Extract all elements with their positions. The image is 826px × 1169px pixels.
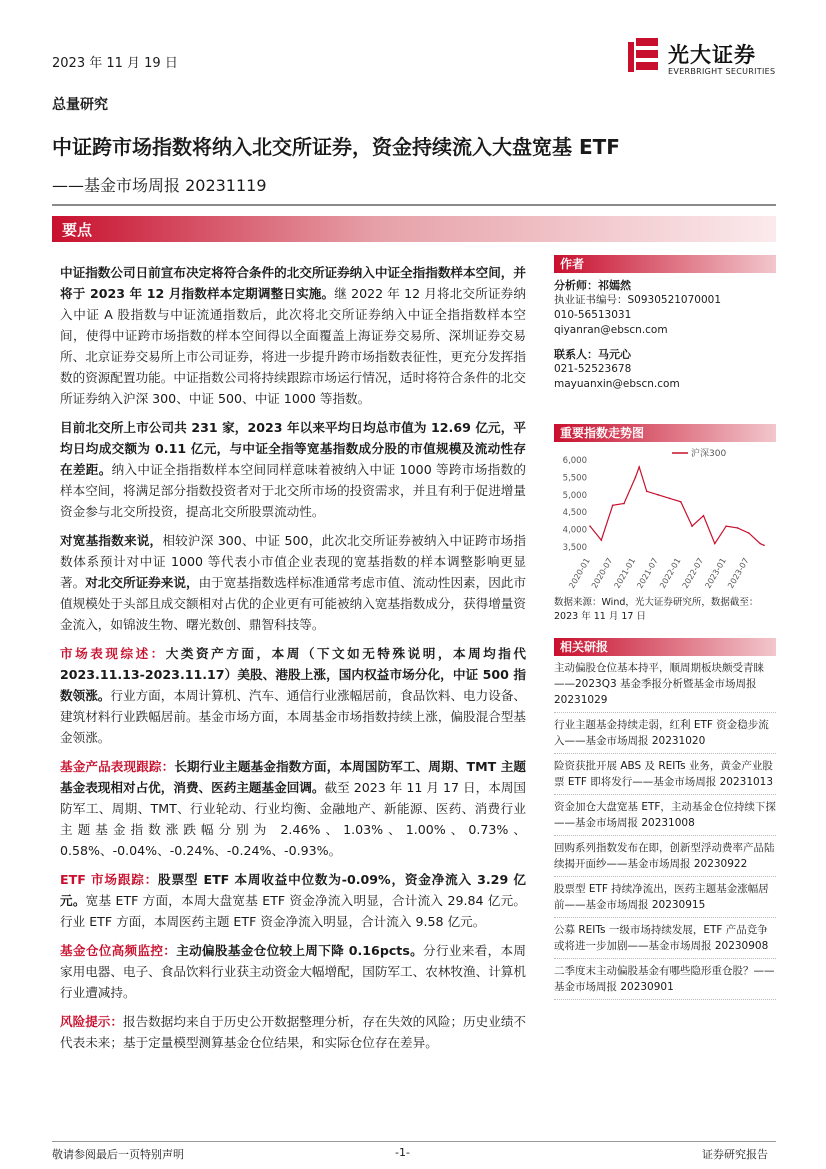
paragraph: 市场表现综述：大类资产方面，本周（下文如无特殊说明，本周均指代 2023.11.13-2023.11.17）美股、港股上涨，国内权益市场分化，中证 500 指数领涨。行业方面，本周计算机、汽车、通信行业涨幅居前，食品饮料、电力设备、建筑材料行业跌幅居前。基金市场方面，本周基金市场指数持续上涨，偏股混合型基金领涨。 [60, 646, 527, 745]
y-tick-label: 4,500 [562, 508, 587, 519]
series-line-hs300 [590, 467, 764, 545]
page-title: 中证跨市场指数将纳入北交所证券，资金持续流入大盘宽基 ETF [52, 135, 620, 159]
data-point [714, 543, 716, 545]
data-point [646, 491, 648, 493]
x-tick-label: 2021-01 [612, 556, 638, 590]
data-point [601, 539, 603, 541]
analyst-email[interactable]: qiyanran@ebscn.com [554, 324, 668, 336]
title-divider [52, 204, 776, 206]
footer-report-type: 证券研究报告 [702, 1148, 768, 1161]
index-trend-chart [554, 446, 776, 596]
paragraph: ETF 市场跟踪：股票型 ETF 本周收益中位数为-0.09%，资金净流入 3.29 亿元。宽基 ETF 方面，本周大盘宽基 ETF 资金净流入明显，合计流入 29.84 亿元。行业 ETF 方面，本周医药主题 ETF 资金净流入明显，合计流入 9.58 亿元。 [60, 872, 526, 929]
everbright-logo-icon [626, 36, 662, 80]
data-point [589, 525, 591, 527]
data-point [737, 527, 739, 529]
data-point [635, 477, 637, 479]
data-point [759, 543, 761, 545]
data-point [612, 504, 614, 506]
x-tick-label: 2023-01 [703, 556, 728, 590]
related-report-item[interactable]: 股票型 ETF 持续净流出，医药主题基金涨幅居前——基金市场周报 20230915 [554, 877, 776, 918]
related-section-header: 相关研报 [554, 638, 776, 656]
x-tick-label: 2020-07 [589, 556, 615, 590]
x-tick-label: 2022-01 [658, 556, 683, 590]
footer-divider [52, 1141, 776, 1142]
x-tick-label: 2022-07 [680, 556, 706, 590]
paragraph: 中证指数公司日前宣布决定将符合条件的北交所证券纳入中证全指指数样本空间，并将于 2023 年 12 月指数样本定期调整日实施。继 2022 年 12 月将北交所证券纳入中证 A 股指数与中证流通指数后，此次将北交所证券纳入中证全指指数样本空间，使得中证跨市场指数的样本空间得以全面覆盖上海证券交易所、深圳证券交易所、北京证券交易所上市公司证券，将进一步提升跨市场指数表征性，更充分发挥指数的资源配置功能。中证指数公司将持续跟踪市场运行情况，适时将符合条件的北交所证券纳入沪深 300、中证 500、中证 1000 等指数。 [60, 265, 526, 406]
related-report-item[interactable]: 资金加仓大盘宽基 ETF，主动基金仓位持续下探——基金市场周报 20231008 [554, 795, 776, 836]
data-point [638, 466, 640, 468]
data-point [748, 532, 750, 534]
data-point [725, 525, 727, 527]
y-tick-label: 4,000 [562, 525, 587, 536]
x-tick-label: 2021-07 [635, 556, 660, 590]
page-number: -1- [395, 1146, 410, 1159]
related-report-item[interactable]: 公募 REITs 一级市场持续发展，ETF 产品竞争或将进一步加剧——基金市场周报 20230908 [554, 918, 776, 959]
paragraph: 对宽基指数来说，相较沪深 300、中证 500，此次北交所证券被纳入中证跨市场指数体系预计对中证 1000 等代表小市值企业表现的宽基指数的样本调整影响更显著。对北交所证券来说，由于宽基指数选样标准通常考虑市值、流动性因素，因此市值规模处于头部且成交额相对占优的企业更有可能被纳入宽基指数成分，获得增量资金流入，如锦波生物、曙光数创、鼎智科技等。 [60, 533, 527, 632]
analyst-name: 分析师：祁嫣然 [554, 279, 631, 292]
chart-section-header: 重要指数走势图 [554, 424, 776, 442]
chart-source: 数据来源：Wind，光大证券研究所，数据截至：2023 年 11 月 17 日 [554, 597, 759, 622]
related-report-item[interactable]: 主动偏股仓位基本持平，顺周期板块颇受青睐——2023Q3 基金季报分析暨基金市场周报 20231029 [554, 656, 776, 713]
data-point [669, 497, 671, 499]
data-point [691, 525, 693, 527]
report-category: 总量研究 [52, 97, 108, 113]
contact-name: 联系人：马元心 [554, 348, 631, 361]
related-report-item[interactable]: 二季度末主动偏股基金有哪些隐形重仓股？——基金市场周报 20230901 [554, 959, 776, 1000]
analyst-phone: 010-56513031 [554, 309, 632, 321]
paragraph: 基金仓位高频监控：主动偏股基金仓位较上周下降 0.16pcts。分行业来看，本周家用电器、电子、食品饮料行业获主动资金大幅增配，国防军工、农林牧渔、计算机行业遭减持。 [60, 943, 527, 1000]
brand-logo [626, 36, 776, 82]
related-reports-list [554, 656, 776, 1000]
brand-name: 光大证券 [668, 43, 756, 67]
data-point [763, 544, 765, 546]
y-tick-label: 5,000 [562, 490, 587, 501]
contact-phone: 021-52523678 [554, 363, 632, 375]
data-point [680, 501, 682, 503]
legend-label: 沪深300 [691, 449, 727, 459]
x-tick-label: 2023-07 [726, 556, 751, 590]
paragraph: 目前北交所上市公司共 231 家，2023 年以来平均日均总市值为 12.69 亿元，平均日均成交额为 0.11 亿元，与中证全指等宽基指数成分股的市值规模及流动性存在差距。纳入中证全指指数样本空间同样意味着被纳入中证 1000 等跨市场指数的样本空间，将满足部分指数投资者对于北交所市场的投资需求，并且有利于促进增量资金参与北交所投资，提高北交所股票流动性。 [60, 420, 526, 519]
paragraph: 基金产品表现跟踪：长期行业主题基金指数方面，本周国防军工、周期、TMT 主题基金表现相对占优，消费、医药主题基金回调。截至 2023 年 11 月 17 日，本周国防军工、周期、TMT、行业轮动、行业均衡、金融地产、新能源、医药、消费行业主题基金指数涨跌幅分别为 2.46%、1.03%、1.00%、0.73%、0.58%、-0.04%、-0.24%、-0.24%、-0.93%。 [60, 759, 527, 858]
data-point [703, 515, 705, 517]
y-tick-label: 6,000 [562, 456, 587, 466]
keypoints-label: 要点 [62, 221, 93, 239]
x-tick-label: 2020-01 [567, 556, 592, 590]
brand-name-en: EVERBRIGHT SECURITIES [668, 67, 776, 76]
y-tick-label: 5,500 [562, 473, 587, 484]
footer-disclaimer[interactable]: 敬请参阅最后一页特别声明 [52, 1148, 184, 1161]
related-report-item[interactable]: 行业主题基金持续走弱，红利 ETF 资金稳步流入——基金市场周报 20231020 [554, 713, 776, 754]
page-subtitle: ——基金市场周报 20231119 [52, 176, 267, 195]
sidebar [554, 255, 776, 1000]
related-report-item[interactable]: 险资获批开展 ABS 及 REITs 业务，黄金产业股票 ETF 即将发行——基金市场周报 20231013 [554, 754, 776, 795]
main-content [60, 262, 526, 1061]
paragraph: 风险提示：报告数据均来自于历史公开数据整理分析，存在失效的风险；历史业绩不代表未来；基于定量模型测算基金仓位结果，和实际仓位存在差异。 [60, 1014, 527, 1050]
data-point [623, 503, 625, 505]
author-section-header: 作者 [554, 255, 776, 273]
data-point [657, 494, 659, 496]
related-report-item[interactable]: 回购系列指数发布在即，创新型浮动费率产品陆续揭开面纱——基金市场周报 20230922 [554, 836, 776, 877]
y-tick-label: 3,500 [562, 543, 587, 554]
cert-number: 执业证书编号：S0930521070001 [554, 294, 722, 306]
report-date: 2023 年 11 月 19 日 [52, 56, 178, 71]
keypoints-banner [52, 216, 776, 242]
contact-email[interactable]: mayuanxin@ebscn.com [554, 378, 680, 390]
